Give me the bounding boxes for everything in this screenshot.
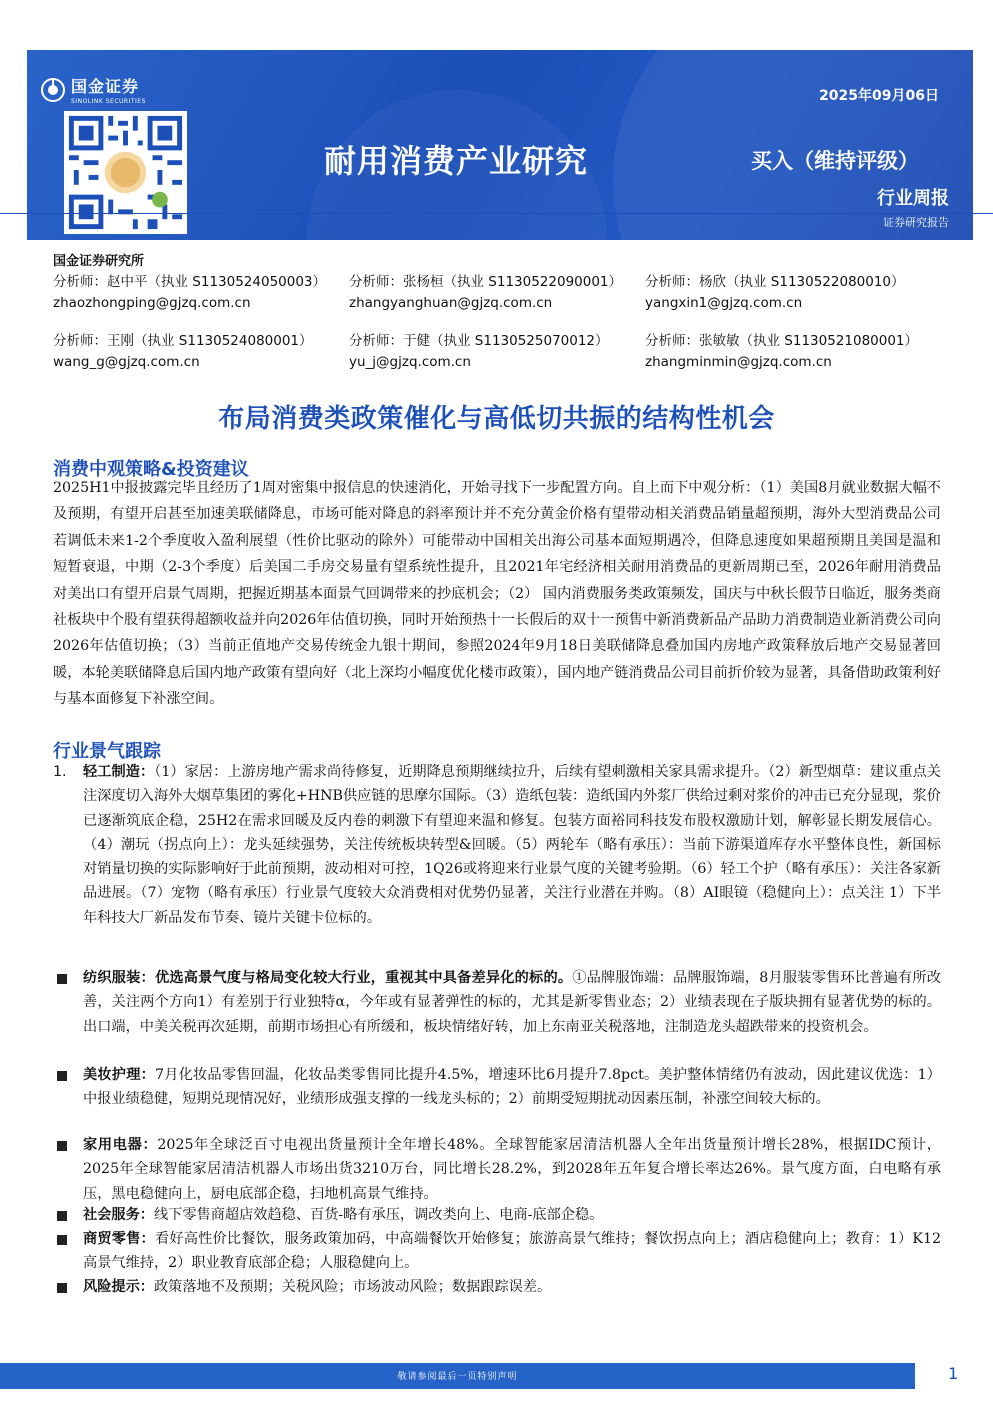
rating-label: 买入（维持评级） [751, 149, 919, 173]
analyst-email[interactable]: wang_g@gjzq.com.cn [53, 354, 200, 370]
list-item [53, 1227, 941, 1276]
header-divider [0, 213, 993, 214]
analyst-card [349, 272, 622, 314]
analyst-card [349, 331, 609, 373]
item-text: 政策落地不及预期；关税风险；市场波动风险；数据跟踪误差。 [153, 1279, 552, 1295]
report-type: 行业周报 [877, 188, 949, 209]
square-bullet-icon [57, 974, 67, 984]
item-text: 线下零售商超店效趋稳、百货-略有承压，调改类向上、电商-底部企稳。 [153, 1207, 604, 1223]
analyst-line: 分析师：王刚（执业 S1130524080001） [53, 333, 313, 349]
list-item [53, 760, 941, 930]
item-lead: 轻工制造： [83, 764, 155, 780]
strategy-paragraph: 2025H1中报披露完毕且经历了1周对密集中报信息的快速消化，开始寻找下一步配置方向。自上而下中观分析：（1）美国8月就业数据大幅不及预期，有望开启甚至加速美联储降息，市场可能对降息的斜率预计并不充分黄金价格有望带动相关消费品销量超预期，海外大型消费品公司若调低未来1-2个季度收入盈利展望（性价比驱动的除外）可能带动中国相关出海公司基本面短期遇冷，但降息速度如果超预期且美国是温和短暂衰退，中期（2-3个季度）后美国二手房交易量有望系统性提升，且2021年宅经济相关耐用消费品的更新周期已至，2026年耐用消费品对美出口有望开启景气周期，把握近期基本面景气回调带来的抄底机会；（2） 国内消费服务类政策频发，国庆与中秋长假节日临近，服务类商社板块中个股有望获得超额收益并向2026年估值切换，同时开始预热十一长假后的双十一预售中新消费新品产品助力消费制造业新消费公司向2026年估值切换；（3）当前正值地产交易传统金九银十期间，参照2024年9月18日美联储降息叠加国内房地产政策释放后地产交易显著回暖，本轮美联储降息后国内地产政策有望向好（北上深均小幅度优化楼市政策），国内地产链消费品公司目前折价较为显著，具备借助政策利好与基本面修复下补涨空间。 [53, 480, 941, 708]
item-text: （1）家居：上游房地产需求尚待修复，近期降息预期继续拉升，后续有望刺激相关家具需求提升。（2）新型烟草：建议重点关注深度切入海外大烟草集团的雾化+HNB供应链的思摩尔国际。（3）造纸包装：造纸国内外浆厂供给过剩对浆价的冲击已充分显现，浆价已逐渐筑底企稳，25H2在需求回暖及反内卷的刺激下有望迎来温和修复。包装方面裕同科技发布股权激励计划，解彰显长期发展信心。（4）潮玩（拐点向上）：龙头延续强势，关注传统板块转型&回暖。（5）两轮车（略有承压）：当前下游渠道库存水平整体良性，新国标对销量切换的实际影响好于此前预期，波动相对可控，1Q26或将迎来行业景气度的关键考验期。（6）轻工个护（略有承压）：关注各家新品进展。（7）宠物（略有承压）行业景气度较大众消费相对优势仍显著，关注行业潜在并购。（8）AI眼镜（稳健向上）：点关注 1）下半年科技大厂新品发布节奏、镜片关键卡位标的。 [83, 764, 941, 926]
analyst-line: 分析师：张杨桓（执业 S1130522090001） [349, 274, 623, 290]
analyst-email[interactable]: yangxin1@gjzq.com.cn [645, 295, 803, 311]
analyst-email[interactable]: zhangminmin@gjzq.com.cn [645, 354, 832, 370]
section-heading-tracking: 行业景气跟踪 [53, 741, 161, 762]
item-lead: 美妆护理： [83, 1067, 155, 1083]
list-item [53, 966, 941, 1039]
report-header-banner [27, 50, 973, 240]
report-date: 2025年09月06日 [819, 88, 939, 104]
analyst-card [645, 331, 918, 373]
company-logo [41, 74, 146, 105]
footer-disclaimer[interactable]: 敬请参阅最后一页特别声明 [397, 1372, 518, 1382]
section-heading-strategy: 消费中观策略&投资建议 [53, 459, 249, 480]
list-item [53, 1275, 941, 1299]
analyst-card [645, 272, 905, 314]
item-text: 2025年全球泛百寸电视出货量预计全年增长48%。全球智能家居清洁机器人全年出货量预计增长28%，根据IDC预计，2025年全球智能家居清洁机器人市场出货3210万台，同比增长28.2%，到2028年五年复合增长率达26%。景气度方面，白电略有承压，黑电稳健向上，厨电底部企稳，扫地机高景气维持。 [83, 1137, 941, 1202]
analyst-email[interactable]: zhaozhongping@gjzq.com.cn [53, 295, 251, 311]
item-text: 看好高性价比餐饮，服务政策加码，中高端餐饮开始修复；旅游高景气维持；餐饮拐点向上；酒店稳健向上；教育：1）K12高景气维持，2）职业教育底部企稳；人服稳健向上。 [83, 1231, 941, 1272]
item-lead: 商贸零售： [83, 1231, 155, 1247]
analyst-line: 分析师：于健（执业 S1130525070012） [349, 333, 609, 349]
analyst-email[interactable]: zhangyanghuan@gjzq.com.cn [349, 295, 553, 311]
list-number: 1. [53, 764, 67, 780]
item-text: ①品牌服饰端：品牌服饰端，8月服装零售环比普遍有所改善，关注两个方向1）有差别于行业独特α，今年或有显著弹性的标的，尤其是新零售业态；2）业绩表现在子版块拥有显著优势的标的。出口端，中美关税再次延期，前期市场担心有所缓和，板块情绪好转，加上东南亚关税落地，注制造龙头超跌带来的投资机会。 [83, 970, 941, 1035]
page-number: 1 [948, 1364, 959, 1383]
square-bullet-icon [57, 1141, 67, 1151]
square-bullet-icon [57, 1283, 67, 1293]
item-lead: 风险提示： [83, 1279, 154, 1295]
list-item [53, 1203, 941, 1227]
item-text: 7月化妆品零售回温，化妆品类零售同比提升4.5%，增速环比6月提升7.8pct。美护整体情绪仍有波动，因此建议优选：1）中报业绩稳健，短期兑现情况好，业绩形成强支撑的一线龙头标的；2）前期受短期扰动因素压制，补涨空间较大标的。 [83, 1067, 941, 1108]
analyst-card [53, 272, 326, 314]
item-lead: 纺织服装：优选高景气度与格局变化较大行业，重视其中具备差异化的标的。 [83, 970, 573, 986]
list-item [53, 1133, 941, 1206]
institute-name: 国金证券研究所 [53, 254, 145, 269]
qr-code-icon [64, 111, 187, 234]
logo-text-en: SINOLINK SECURITIES [71, 98, 146, 105]
logo-mark-icon [41, 78, 65, 102]
analyst-line: 分析师：赵中平（执业 S1130524050003） [53, 274, 327, 290]
item-lead: 社会服务： [83, 1207, 154, 1223]
list-item [53, 1063, 941, 1112]
analyst-card [53, 331, 313, 373]
qr-code[interactable] [64, 111, 187, 234]
main-title: 布局消费类政策催化与高低切共振的结构性机会 [218, 404, 775, 434]
square-bullet-icon [57, 1211, 67, 1221]
analyst-line: 分析师：杨欣（执业 S1130522080010） [645, 274, 905, 290]
analyst-line: 分析师：张敏敏（执业 S1130521080001） [645, 333, 919, 349]
item-lead: 家用电器： [83, 1137, 158, 1153]
square-bullet-icon [57, 1071, 67, 1081]
square-bullet-icon [57, 1235, 67, 1245]
report-subtype: 证券研究报告 [883, 216, 949, 229]
analyst-email[interactable]: yu_j@gjzq.com.cn [349, 354, 471, 370]
logo-text-cn: 国金证券 [71, 77, 140, 96]
report-title: 耐用消费产业研究 [324, 142, 589, 180]
